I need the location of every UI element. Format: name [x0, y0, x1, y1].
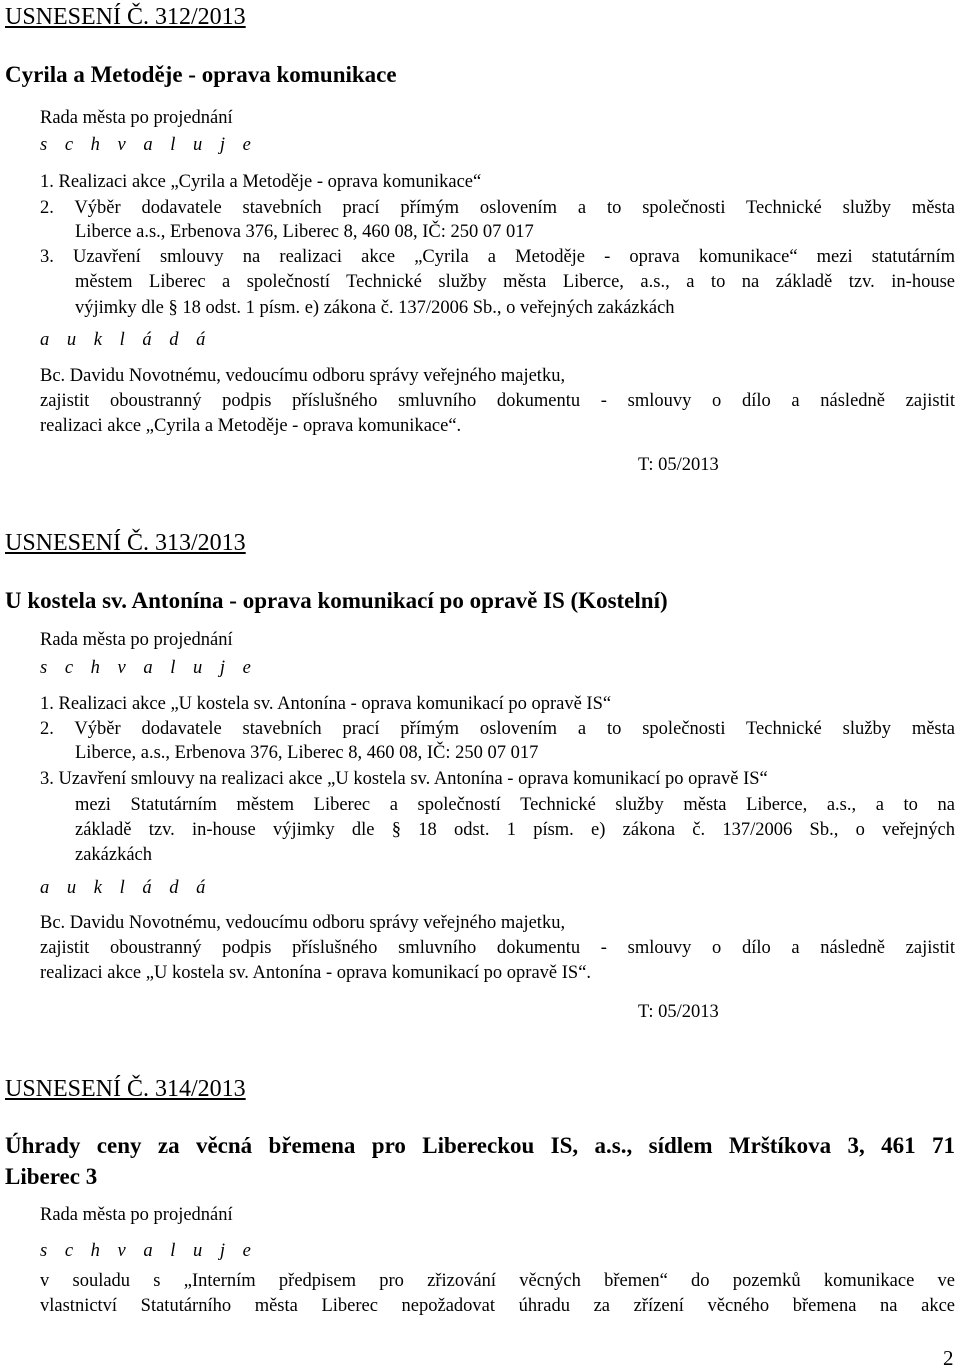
- resolution-312-approves: s c h v a l u j e: [40, 135, 258, 155]
- resolution-313-approves: s c h v a l u j e: [40, 658, 258, 678]
- resolution-313-item-3-cont2: základě tzv. in-house výjimky dle § 18 odst. 1 písm. e) zákona č. 137/2006 Sb., o veřejných: [75, 820, 955, 840]
- resolution-312-orders: a u k l á d á: [40, 330, 212, 350]
- resolution-312-intro: Rada města po projednání: [40, 108, 233, 128]
- resolution-313-intro: Rada města po projednání: [40, 630, 233, 650]
- resolution-312-item-1: 1. Realizaci akce „Cyrila a Metoděje - oprava komunikace“: [40, 172, 482, 192]
- resolution-313-item-2: 2. Výběr dodavatele stavebních prací přímým oslovením a to společnosti Technické služby města: [40, 719, 955, 739]
- resolution-314-intro: Rada města po projednání: [40, 1205, 233, 1225]
- resolution-314-heading: USNESENÍ Č. 314/2013: [5, 1076, 246, 1102]
- resolution-313-item-1: 1. Realizaci akce „U kostela sv. Antonína - oprava komunikací po opravě IS“: [40, 694, 612, 714]
- resolution-313-deadline: T: 05/2013: [638, 1002, 719, 1022]
- resolution-314-title: Úhrady ceny za věcná břemena pro Libereckou IS, a.s., sídlem Mrštíkova 3, 461 71: [5, 1133, 955, 1158]
- resolution-313-body-2: zajistit oboustranný podpis příslušného smluvního dokumentu - smlouvy o dílo a následně zajistit: [40, 938, 955, 958]
- resolution-312-item-3: 3. Uzavření smlouvy na realizaci akce „Cyrila a Metoděje - oprava komunikace“ mezi statutárním: [40, 247, 955, 267]
- resolution-312-body-2: zajistit oboustranný podpis příslušného smluvního dokumentu - smlouvy o dílo a následně zajistit: [40, 391, 955, 411]
- resolution-312-body-1: Bc. Davidu Novotnému, vedoucímu odboru správy veřejného majetku,: [40, 366, 566, 386]
- resolution-312-heading: USNESENÍ Č. 312/2013: [5, 4, 246, 30]
- resolution-312-item-3-cont: městem Liberec a společností Technické služby města Liberce, a.s., a to na základě tzv. in-house: [75, 272, 955, 292]
- resolution-313-item-3: 3. Uzavření smlouvy na realizaci akce „U kostela sv. Antonína - oprava komunikací po opravě IS“: [40, 769, 768, 789]
- resolution-313-body-1: Bc. Davidu Novotnému, vedoucímu odboru správy veřejného majetku,: [40, 913, 566, 933]
- resolution-314-title-cont: Liberec 3: [5, 1164, 98, 1189]
- resolution-314-approves: s c h v a l u j e: [40, 1241, 258, 1261]
- resolution-312-title: Cyrila a Metoděje - oprava komunikace: [5, 62, 397, 87]
- resolution-312-deadline: T: 05/2013: [638, 455, 719, 475]
- resolution-313-item-3-cont: mezi Statutárním městem Liberec a společností Technické služby města Liberce, a.s., a to na: [75, 795, 955, 815]
- resolution-313-heading: USNESENÍ Č. 313/2013: [5, 530, 246, 556]
- page-number: 2: [943, 1346, 954, 1370]
- resolution-314-body-1: v souladu s „Interním předpisem pro zřizování věcných břemen“ do pozemků komunikace ve: [40, 1271, 955, 1291]
- resolution-313-title: U kostela sv. Antonína - oprava komunikací po opravě IS (Kostelní): [5, 588, 668, 613]
- resolution-313-item-2-cont: Liberce, a.s., Erbenova 376, Liberec 8, 460 08, IČ: 250 07 017: [75, 743, 539, 763]
- resolution-312-body-3: realizaci akce „Cyrila a Metoděje - oprava komunikace“.: [40, 416, 462, 436]
- resolution-312-item-2: 2. Výběr dodavatele stavebních prací přímým oslovením a to společnosti Technické služby města: [40, 198, 955, 218]
- resolution-313-orders: a u k l á d á: [40, 878, 212, 898]
- resolution-314-body-2: vlastnictví Statutárního města Liberec nepožadovat úhradu za zřízení věcného břemena na akce: [40, 1296, 955, 1316]
- resolution-312-item-2-cont: Liberce a.s., Erbenova 376, Liberec 8, 460 08, IČ: 250 07 017: [75, 222, 534, 242]
- resolution-313-item-3-cont3: zakázkách: [75, 845, 153, 865]
- resolution-312-item-3-cont2: výjimky dle § 18 odst. 1 písm. e) zákona č. 137/2006 Sb., o veřejných zakázkách: [75, 298, 675, 318]
- resolution-313-body-3: realizaci akce „U kostela sv. Antonína - oprava komunikací po opravě IS“.: [40, 963, 592, 983]
